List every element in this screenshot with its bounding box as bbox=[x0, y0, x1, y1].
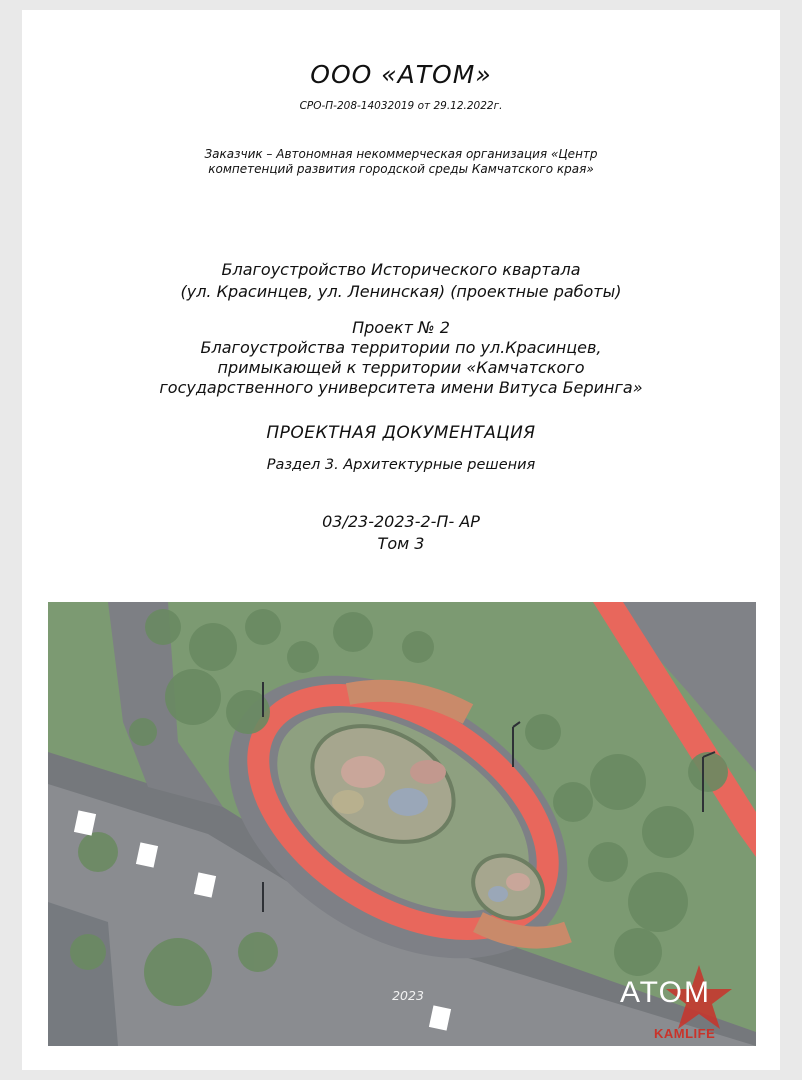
project-title bbox=[0, 318, 802, 398]
document-type: ПРОЕКТНАЯ ДОКУМЕНТАЦИЯ bbox=[266, 423, 536, 443]
customer-line: компетенций развития городской среды Камчатского края» bbox=[208, 162, 594, 176]
kamlife-watermark: KAMLIFE bbox=[654, 1026, 716, 1041]
customer-line: Заказчик – Автономная некоммерческая организация «Центр bbox=[204, 147, 598, 161]
object-line: Благоустройство Исторического квартала bbox=[221, 260, 581, 279]
project-line: Проект № 2 bbox=[352, 318, 450, 337]
atom-logo: АТОМ bbox=[620, 976, 711, 1009]
company-name: ООО «АТОМ» bbox=[310, 60, 492, 89]
customer-block bbox=[0, 147, 802, 177]
volume-number: Том 3 bbox=[377, 534, 425, 553]
sro-number: СРО-П-208-14032019 от 29.12.2022г. bbox=[299, 100, 503, 112]
project-line: государственного университета имени Витуса Беринга» bbox=[159, 378, 643, 397]
project-line: Благоустройства территории по ул.Красинцев, bbox=[200, 338, 602, 357]
document-code-block bbox=[0, 511, 802, 555]
object-line: (ул. Красинцев, ул. Ленинская) (проектные работы) bbox=[180, 282, 622, 301]
render-year: 2023 bbox=[392, 988, 424, 1003]
document-section: Раздел 3. Архитектурные решения bbox=[266, 457, 536, 473]
project-line: примыкающей к территории «Камчатского bbox=[217, 358, 585, 377]
document-code: 03/23-2023-2-П- АР bbox=[322, 512, 480, 531]
object-title bbox=[0, 259, 802, 303]
